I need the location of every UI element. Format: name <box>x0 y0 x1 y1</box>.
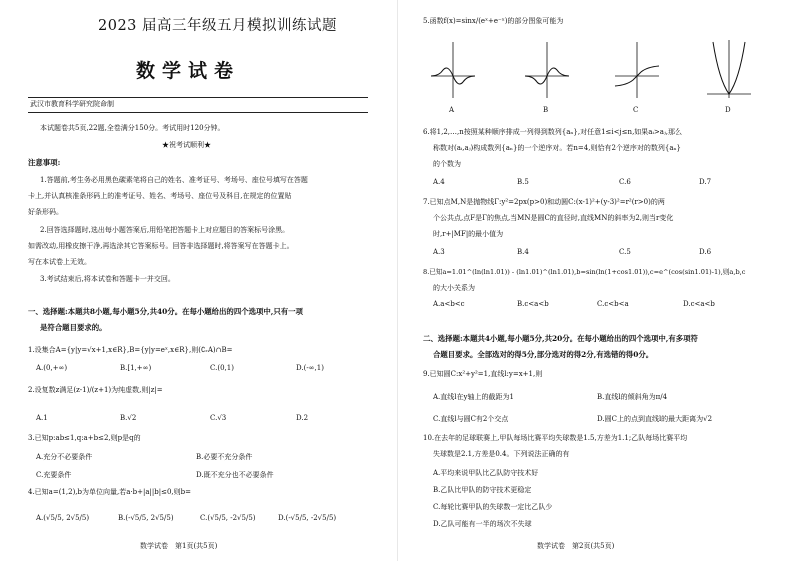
q9-option-c: C.直线l与圆C有2个交点 <box>433 415 509 423</box>
question-2: 2.设复数z满足(z-1)/(z+1)为纯虚数,则|z|= <box>28 386 163 394</box>
q10-option-b: B.乙队比甲队的防守技术更稳定 <box>433 486 532 494</box>
note-line: 3.考试结束后,将本试卷和答题卡一并交回。 <box>40 275 175 283</box>
q8-option-a: A.a<b<c <box>433 300 465 308</box>
graph-d-label: D <box>725 106 731 114</box>
question-6: 6.将1,2,…,n按照某种顺序排成一列得到数列{aₙ},对任意1≤i<j≤n,如果aᵢ>aⱼ,那么 <box>423 128 682 136</box>
q2-option-a: A.1 <box>36 414 48 422</box>
section1-heading: 是符合题目要求的。 <box>40 323 107 332</box>
question-3: 3.已知p:ab≤1,q:a+b≤2,则p是q的 <box>28 434 141 442</box>
graph-d <box>705 36 753 100</box>
note-line: 1.答题前,考生务必用黑色碳素笔将自己的姓名、准考证号、考场号、座位号填写在答题 <box>40 176 308 184</box>
q7-option-c: C.5 <box>619 248 631 256</box>
q3-option-d: D.既不充分也不必要条件 <box>196 471 274 479</box>
good-luck: ★祝考试顺利★ <box>162 141 211 149</box>
question-9: 9.已知圆C:x²+y²=1,直线l:y=x+1,则 <box>423 370 543 378</box>
q3-option-a: A.充分不必要条件 <box>36 453 93 461</box>
q2-option-c: C.√3 <box>210 414 227 422</box>
q10-option-c: C.每轮比赛甲队的失球数一定比乙队少 <box>433 503 553 511</box>
graph-b-label: B <box>543 106 549 114</box>
note-line: 好条形码。 <box>28 208 63 216</box>
q1-option-d: D.(-∞,1) <box>296 364 324 372</box>
q7-option-b: B.4 <box>517 248 529 256</box>
question-7: 7.已知点M,N是抛物线Γ:y²=2px(p>0)和动圆C:(x-1)²+(y-3)²=r²(r>0)的两 <box>423 198 665 206</box>
q3-option-b: B.必要不充分条件 <box>196 453 253 461</box>
question-6: 称数对(aᵢ,aⱼ)构成数列{aₙ}的一个逆序对。若n=4,则恰有2个逆序对的数列{aₙ} <box>433 144 682 152</box>
q9-option-d: D.圆C上的点到直线l的最大距离为√2 <box>597 415 713 423</box>
graph-c-label: C <box>633 106 639 114</box>
q10-option-d: D.乙队可能有一半的场次不失球 <box>433 520 532 528</box>
section2-heading: 合题目要求。全部选对的得5分,部分选对的得2分,有选错的得0分。 <box>433 350 654 359</box>
graph-c <box>613 36 661 100</box>
graph-a <box>429 36 477 100</box>
q9-option-a: A.直线l在y轴上的截距为1 <box>433 393 514 401</box>
q9-option-b: B.直线l的倾斜角为π/4 <box>597 393 668 401</box>
info-line: 本试题卷共5页,22题,全卷满分150分。考试用时120分钟。 <box>40 124 225 132</box>
notes-heading: 注意事项: <box>28 158 61 167</box>
subject-title: 数学试卷 <box>136 60 241 82</box>
note-line: 写在本试卷上无效。 <box>28 258 91 266</box>
question-8: 8.已知a=1.01^(ln(ln1.01)) - (ln1.01)^(ln1.01),b=sin(ln(1+cos1.01)),c=e^(cos(sin1.01)-1),则a,b,c <box>423 268 746 276</box>
q6-option-a: A.4 <box>433 178 445 186</box>
graph-b <box>523 36 571 100</box>
question-1: 1.设集合A={y|y=√x+1,x∈R},B={y|y=eˣ,x∈R},则(∁ᵣA)∩B= <box>28 346 233 354</box>
section1-heading: 一、选择题:本题共8小题,每小题5分,共40分。在每小题给出的四个选项中,只有一项 <box>28 307 303 316</box>
section2-heading: 二、选择题:本题共4小题,每小题5分,共20分。在每小题给出的四个选项中,有多项符 <box>423 334 698 343</box>
q4-option-b: B.(-√5/5, 2√5/5) <box>118 514 174 522</box>
q4-option-a: A.(√5/5, 2√5/5) <box>36 514 90 522</box>
question-5: 5.函数f(x)=sinx/(eˣ+e⁻ˣ)的部分图象可能为 <box>423 17 564 25</box>
q6-option-c: C.6 <box>619 178 631 186</box>
q10-option-a: A.平均来说甲队比乙队防守技术好 <box>433 469 539 477</box>
q8-option-b: B.c<a<b <box>517 300 549 308</box>
page-footer: 数学试卷 第2页(共5页) <box>537 542 615 550</box>
question-8: 的大小关系为 <box>433 284 475 292</box>
question-7: 时,r+|MF|的最小值为 <box>433 230 504 238</box>
question-4: 4.已知a=(1,2),b为单位向量,若a·b+|a||b|≤0,则b= <box>28 488 191 496</box>
publisher: 武汉市教育科学研究院命制 <box>30 100 114 108</box>
note-line: 2.回答选择题时,选出每小题答案后,用铅笔把答题卡上对应题目的答案标号涂黑。 <box>40 226 290 234</box>
note-line: 卡上,并认真核准条形码上的准考证号、姓名、考场号、座位号及科目,在规定的位置贴 <box>28 192 292 200</box>
q8-option-c: C.c<b<a <box>597 300 629 308</box>
q6-option-d: D.7 <box>699 178 712 186</box>
exam-title: 2023 届高三年级五月模拟训练试题 <box>98 18 338 34</box>
rule-bottom <box>28 112 368 113</box>
note-line: 如需改动,用橡皮擦干净,再选涂其它答案标号。回答非选择题时,将答案写在答题卡上。 <box>28 242 294 250</box>
q2-option-b: B.√2 <box>120 414 137 422</box>
page-footer: 数学试卷 第1页(共5页) <box>140 542 218 550</box>
q6-option-b: B.5 <box>517 178 529 186</box>
question-10: 失球数是2.1,方差是0.4。下列说法正确的有 <box>433 450 570 458</box>
graph-a-label: A <box>449 106 455 114</box>
q1-option-c: C.(0,1) <box>210 364 234 372</box>
q1-option-a: A.(0,+∞) <box>36 364 68 372</box>
q3-option-c: C.充要条件 <box>36 471 72 479</box>
page-2 <box>397 0 794 561</box>
q8-option-d: D.c<a<b <box>683 300 715 308</box>
question-6: 的个数为 <box>433 160 461 168</box>
q7-option-d: D.6 <box>699 248 712 256</box>
q2-option-d: D.2 <box>296 414 309 422</box>
question-10: 10.在去年的足球联赛上,甲队每场比赛平均失球数是1.5,方差为1.1;乙队每场比赛平均 <box>423 434 688 442</box>
rule-top <box>28 97 368 98</box>
q4-option-c: C.(√5/5, -2√5/5) <box>200 514 256 522</box>
q7-option-a: A.3 <box>433 248 445 256</box>
q1-option-b: B.[1,+∞) <box>120 364 152 372</box>
question-7: 个公共点,点F是Γ的焦点,当MN是圆C的直径时,直线MN的斜率为2,则当r变化 <box>433 214 674 222</box>
q4-option-d: D.(-√5/5, -2√5/5) <box>278 514 337 522</box>
